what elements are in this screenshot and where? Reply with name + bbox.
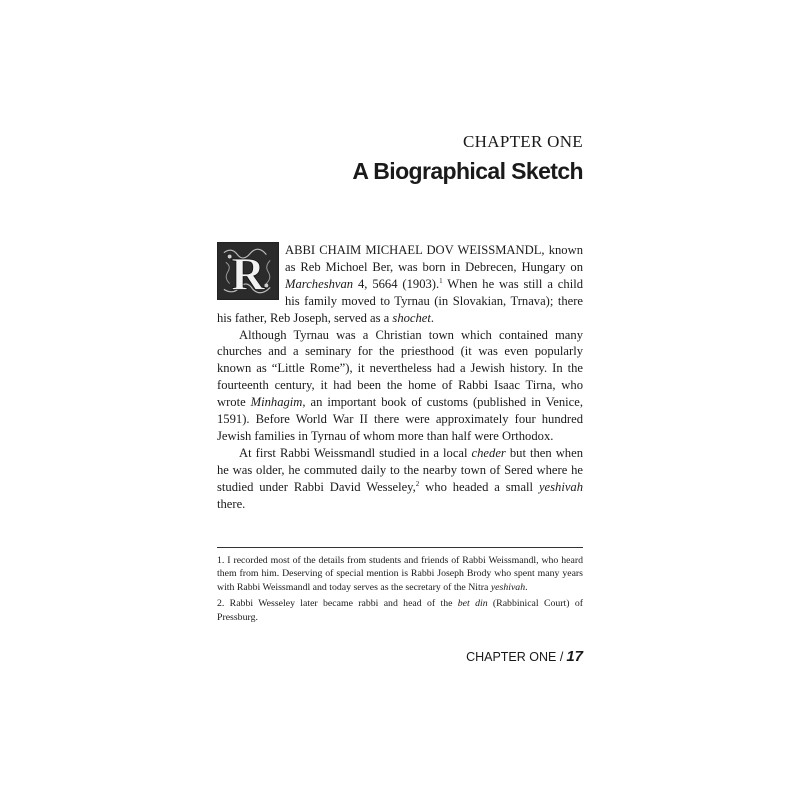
p3-text-cont: but then when he was older, he commuted daily to the nearby town of Sered where he studied under Rabbi David Wesseley,	[217, 445, 583, 494]
paragraph-3	[217, 445, 583, 513]
paragraph-2	[217, 327, 583, 445]
p1-text: ABBI CHAIM MICHAEL DOV WEISSMANDL, known as Reb Michoel Ber, was born in Debrecen, Hungary on	[285, 243, 583, 274]
p1-period: .	[430, 310, 435, 325]
p1-text-cont: When he was still a child his family moved to Tyrnau (in Slovakian, Trnava); there his father, Reb Joseph, served as a	[217, 276, 583, 325]
footnote-1	[217, 554, 583, 594]
p3-italic-cheder: cheder	[471, 445, 506, 460]
dropcap-letter: R	[231, 249, 265, 299]
running-head: CHAPTER ONE /	[466, 650, 564, 664]
footnotes	[217, 547, 583, 627]
footnote-2-italic: bet din	[457, 598, 488, 610]
footnote-2-text: 2. Rabbi Wesseley later became rabbi and head of the	[217, 598, 458, 610]
p3-text-cont2: who headed a small	[419, 479, 539, 494]
p1-date: 4, 5664 (1903).	[353, 276, 440, 291]
p1-italic-marcheshvan: Marcheshvan	[285, 276, 354, 291]
footnote-1-text: 1. I recorded most of the details from students and friends of Rabbi Weissmandl, who heard them from him. Deserving of special mention is Rabbi Joseph Brody who spent many years with Rabbi Weissmandl and today serves as the secretary of the Nitra	[217, 555, 583, 593]
footnote-ref-2[interactable]: 2	[415, 479, 420, 488]
footnote-1-end: .	[525, 581, 528, 593]
footnote-2	[217, 597, 583, 624]
footnote-1-italic: yeshivah	[490, 581, 526, 593]
page-number: 17	[566, 648, 583, 665]
ornamental-initial-R-icon	[217, 242, 279, 300]
footnote-ref-1[interactable]: 1	[439, 276, 443, 285]
chapter-label: CHAPTER ONE	[463, 132, 583, 151]
body-text	[217, 242, 583, 513]
p2-text: Although Tyrnau was a Christian town which contained many churches and a seminary for the priesthood (it was even popularly known as “Little Rome”), it nevertheless had a Jewish history. In the fourteenth century, it had been the home of Rabbi Isaac Tirna, who wrote	[217, 327, 583, 410]
chapter-title: A Biographical Sketch	[352, 158, 583, 184]
p2-text-cont: , an important book of customs (published in Venice, 1591). Before World War II there were approximately four hundred Jewish families in Tyrnau of whom more than half were Orthodox.	[217, 395, 584, 443]
running-footer	[466, 648, 583, 665]
p3-text: At first Rabbi Weissmandl studied in a local	[239, 445, 472, 460]
p1-italic-shochet: shochet	[392, 310, 431, 325]
p3-italic-yeshivah: yeshivah	[538, 479, 583, 494]
paragraph-1	[217, 242, 583, 327]
footnote-2-end: (Rabbinical Court) of Pressburg.	[217, 598, 584, 623]
p3-text-end: there.	[217, 496, 246, 511]
p2-italic-minhagim: Minhagim	[250, 395, 303, 410]
